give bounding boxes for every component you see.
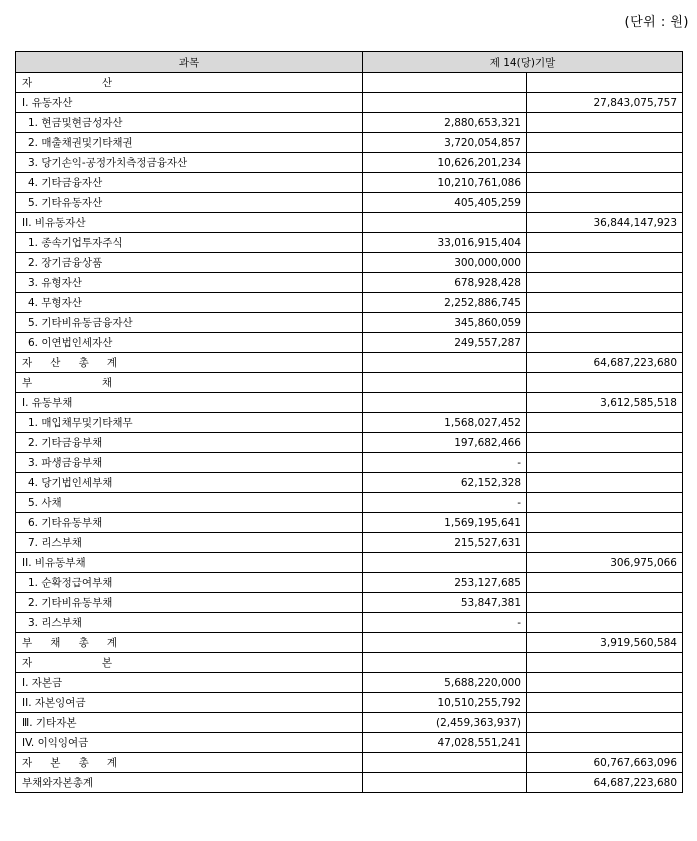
- line-item-amount: 1,569,195,641: [363, 513, 527, 533]
- account-label: [16, 73, 363, 93]
- account-label: 3. 당기손익-공정가치측정금융자산: [16, 153, 363, 173]
- table-row: [16, 293, 683, 313]
- section-heading: 자 본: [22, 657, 112, 669]
- subtotal-amount: [527, 113, 683, 133]
- line-item-amount: -: [363, 613, 527, 633]
- line-item-amount: 215,527,631: [363, 533, 527, 553]
- subtotal-amount: [527, 733, 683, 753]
- section-heading: 부 채 총 계: [22, 637, 117, 649]
- line-item-amount: [363, 393, 527, 413]
- table-row: [16, 453, 683, 473]
- table-row: [16, 193, 683, 213]
- subtotal-amount: [527, 233, 683, 253]
- subtotal-amount: [527, 133, 683, 153]
- account-label: 3. 유형자산: [16, 273, 363, 293]
- table-row: [16, 373, 683, 393]
- account-label: 6. 기타유동부채: [16, 513, 363, 533]
- section-heading: 자 산: [22, 77, 112, 89]
- subtotal-amount: [527, 713, 683, 733]
- subtotal-amount: 306,975,066: [527, 553, 683, 573]
- table-row: [16, 773, 683, 793]
- line-item-amount: (2,459,363,937): [363, 713, 527, 733]
- table-row: [16, 353, 683, 373]
- line-item-amount: 62,152,328: [363, 473, 527, 493]
- table-row: [16, 553, 683, 573]
- account-label: 1. 순확정급여부채: [16, 573, 363, 593]
- account-label: 2. 기타비유동부채: [16, 593, 363, 613]
- line-item-amount: 53,847,381: [363, 593, 527, 613]
- subtotal-amount: [527, 313, 683, 333]
- table-row: [16, 233, 683, 253]
- line-item-amount: [363, 553, 527, 573]
- account-label: [16, 633, 363, 653]
- table-row: [16, 593, 683, 613]
- subtotal-amount: [527, 173, 683, 193]
- account-label: 4. 무형자산: [16, 293, 363, 313]
- account-label: 7. 리스부채: [16, 533, 363, 553]
- subtotal-amount: [527, 293, 683, 313]
- table-row: [16, 493, 683, 513]
- section-heading: 자 본 총 계: [22, 757, 117, 769]
- account-label: 1. 현금및현금성자산: [16, 113, 363, 133]
- subtotal-amount: [527, 473, 683, 493]
- subtotal-amount: [527, 493, 683, 513]
- section-heading: 자 산 총 계: [22, 357, 117, 369]
- subtotal-amount: [527, 273, 683, 293]
- account-label: IV. 이익잉여금: [16, 733, 363, 753]
- account-label: 2. 매출채권및기타채권: [16, 133, 363, 153]
- line-item-amount: 1,568,027,452: [363, 413, 527, 433]
- line-item-amount: 3,720,054,857: [363, 133, 527, 153]
- subtotal-amount: [527, 193, 683, 213]
- subtotal-amount: [527, 573, 683, 593]
- table-row: [16, 473, 683, 493]
- account-label: Ⅲ. 기타자본: [16, 713, 363, 733]
- line-item-amount: 2,880,653,321: [363, 113, 527, 133]
- subtotal-amount: [527, 673, 683, 693]
- table-row: [16, 253, 683, 273]
- line-item-amount: 405,405,259: [363, 193, 527, 213]
- account-label: 2. 장기금융상품: [16, 253, 363, 273]
- table-row: [16, 653, 683, 673]
- table-row: [16, 133, 683, 153]
- account-label: I. 유동부채: [16, 393, 363, 413]
- line-item-amount: 47,028,551,241: [363, 733, 527, 753]
- line-item-amount: 10,510,255,792: [363, 693, 527, 713]
- subtotal-amount: [527, 373, 683, 393]
- account-label: 2. 기타금융부채: [16, 433, 363, 453]
- line-item-amount: [363, 73, 527, 93]
- line-item-amount: 197,682,466: [363, 433, 527, 453]
- line-item-amount: [363, 653, 527, 673]
- table-row: [16, 533, 683, 553]
- table-row: [16, 733, 683, 753]
- line-item-amount: [363, 213, 527, 233]
- account-label: 3. 파생금융부채: [16, 453, 363, 473]
- line-item-amount: 10,210,761,086: [363, 173, 527, 193]
- subtotal-amount: [527, 653, 683, 673]
- subtotal-amount: [527, 153, 683, 173]
- account-label: 3. 리스부채: [16, 613, 363, 633]
- line-item-amount: 345,860,059: [363, 313, 527, 333]
- header-period: 제 14(당)기말: [363, 52, 683, 73]
- account-label: 1. 매입채무및기타채무: [16, 413, 363, 433]
- account-label: 부채와자본총계: [16, 773, 363, 793]
- account-label: 5. 기타유동자산: [16, 193, 363, 213]
- line-item-amount: [363, 373, 527, 393]
- table-row: [16, 673, 683, 693]
- table-row: [16, 513, 683, 533]
- line-item-amount: 2,252,886,745: [363, 293, 527, 313]
- subtotal-amount: 27,843,075,757: [527, 93, 683, 113]
- subtotal-amount: [527, 333, 683, 353]
- unit-label: (단위 : 원): [624, 15, 689, 30]
- account-label: II. 비유동부채: [16, 553, 363, 573]
- account-label: 4. 기타금융자산: [16, 173, 363, 193]
- account-label: 4. 당기법인세부채: [16, 473, 363, 493]
- table-row: [16, 313, 683, 333]
- table-row: [16, 213, 683, 233]
- table-row: [16, 273, 683, 293]
- subtotal-amount: 60,767,663,096: [527, 753, 683, 773]
- table-row: [16, 413, 683, 433]
- table-row: [16, 573, 683, 593]
- line-item-amount: [363, 93, 527, 113]
- table-row: [16, 613, 683, 633]
- table-row: [16, 93, 683, 113]
- table-row: [16, 73, 683, 93]
- header-account: 과목: [16, 52, 363, 73]
- account-label: 5. 기타비유동금융자산: [16, 313, 363, 333]
- line-item-amount: 5,688,220,000: [363, 673, 527, 693]
- account-label: [16, 753, 363, 773]
- account-label: 5. 사채: [16, 493, 363, 513]
- subtotal-amount: 36,844,147,923: [527, 213, 683, 233]
- table-row: [16, 753, 683, 773]
- subtotal-amount: [527, 433, 683, 453]
- line-item-amount: 678,928,428: [363, 273, 527, 293]
- subtotal-amount: 3,919,560,584: [527, 633, 683, 653]
- account-label: II. 자본잉여금: [16, 693, 363, 713]
- line-item-amount: [363, 633, 527, 653]
- table-row: [16, 433, 683, 453]
- line-item-amount: [363, 353, 527, 373]
- table-row: [16, 333, 683, 353]
- account-label: 6. 이연법인세자산: [16, 333, 363, 353]
- subtotal-amount: [527, 513, 683, 533]
- line-item-amount: 300,000,000: [363, 253, 527, 273]
- subtotal-amount: [527, 73, 683, 93]
- subtotal-amount: [527, 693, 683, 713]
- account-label: 1. 종속기업투자주식: [16, 233, 363, 253]
- table-row: [16, 153, 683, 173]
- table-row: [16, 693, 683, 713]
- subtotal-amount: [527, 253, 683, 273]
- table-row: [16, 113, 683, 133]
- account-label: II. 비유동자산: [16, 213, 363, 233]
- line-item-amount: 253,127,685: [363, 573, 527, 593]
- account-label: I. 자본금: [16, 673, 363, 693]
- line-item-amount: -: [363, 453, 527, 473]
- subtotal-amount: [527, 453, 683, 473]
- table-row: [16, 713, 683, 733]
- table-row: [16, 633, 683, 653]
- subtotal-amount: [527, 593, 683, 613]
- table-header-row: [16, 52, 683, 73]
- line-item-amount: 33,016,915,404: [363, 233, 527, 253]
- line-item-amount: 10,626,201,234: [363, 153, 527, 173]
- subtotal-amount: 3,612,585,518: [527, 393, 683, 413]
- line-item-amount: -: [363, 493, 527, 513]
- table-row: [16, 173, 683, 193]
- subtotal-amount: [527, 613, 683, 633]
- subtotal-amount: [527, 413, 683, 433]
- line-item-amount: [363, 753, 527, 773]
- account-label: [16, 373, 363, 393]
- line-item-amount: [363, 773, 527, 793]
- account-label: [16, 353, 363, 373]
- subtotal-amount: 64,687,223,680: [527, 773, 683, 793]
- account-label: [16, 653, 363, 673]
- line-item-amount: 249,557,287: [363, 333, 527, 353]
- table-row: [16, 393, 683, 413]
- account-label: I. 유동자산: [16, 93, 363, 113]
- section-heading: 부 채: [22, 377, 112, 389]
- subtotal-amount: 64,687,223,680: [527, 353, 683, 373]
- balance-sheet-table: [15, 51, 683, 793]
- subtotal-amount: [527, 533, 683, 553]
